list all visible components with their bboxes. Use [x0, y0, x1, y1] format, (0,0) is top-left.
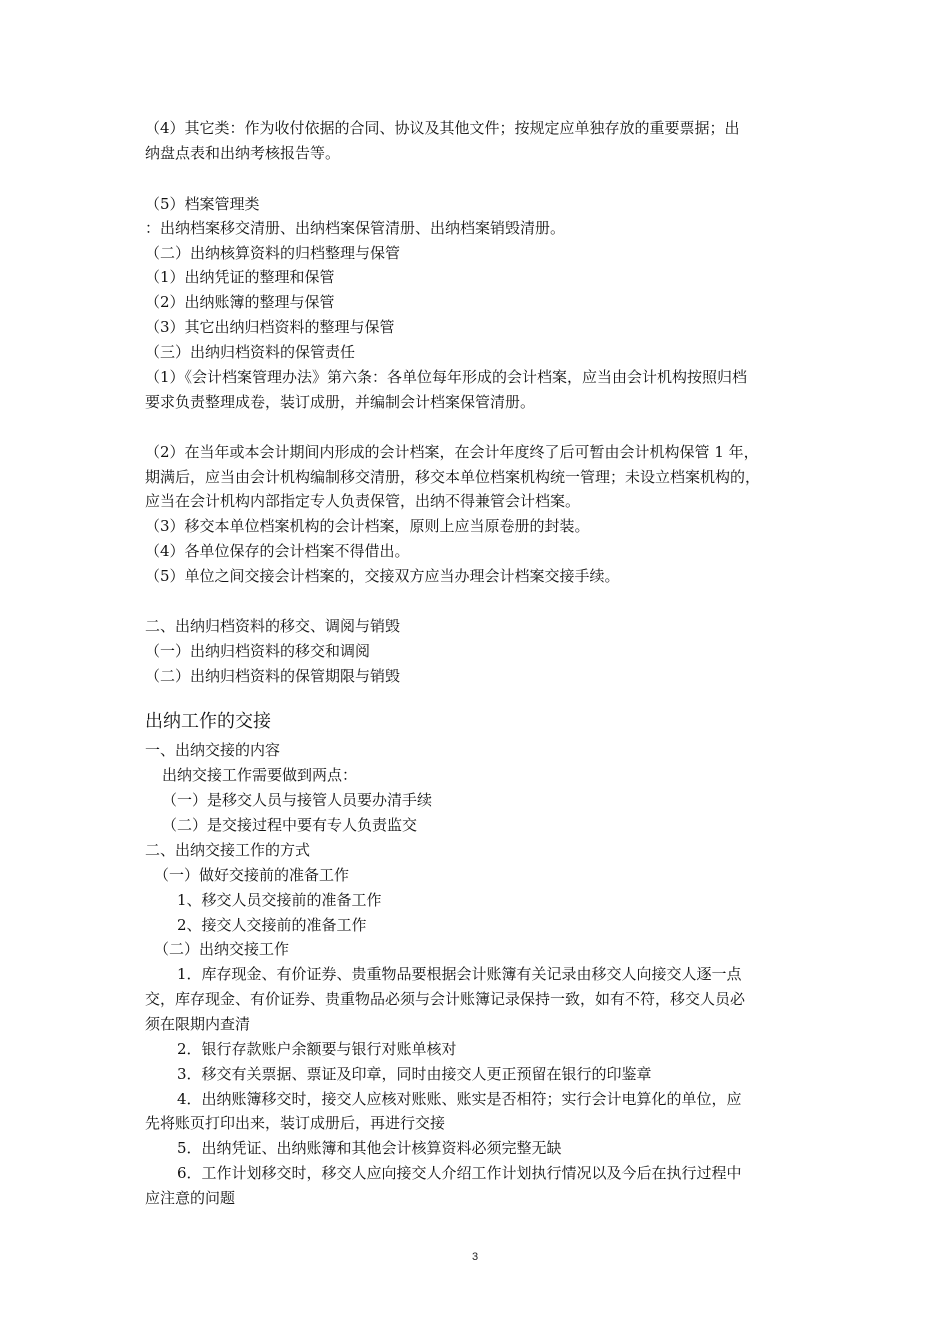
text-line: 先将账页打印出来，装订成册后，再进行交接 — [145, 1114, 446, 1132]
text-line: 应注意的问题 — [145, 1189, 236, 1207]
text-line: 2．银行存款账户余额要与银行对账单核对 — [177, 1040, 457, 1058]
text-line: 二、出纳归档资料的移交、调阅与销毁 — [145, 617, 401, 635]
text-line: （1）《会计档案管理办法》第六条：各单位每年形成的会计档案，应当由会计机构按照归档 — [145, 368, 748, 386]
text-line: 1．库存现金、有价证券、贵重物品要根据会计账簿有关记录由移交人向接交人逐一点 — [177, 965, 742, 983]
text-line: （4）各单位保存的会计档案不得借出。 — [145, 542, 410, 560]
text-line: 交，库存现金、有价证券、贵重物品必须与会计账簿记录保持一致，如有不符，移交人员必 — [145, 990, 746, 1008]
text-line: 2、接交人交接前的准备工作 — [177, 916, 367, 934]
text-line: （一）是移交人员与接管人员要办清手续 — [162, 791, 433, 809]
text-line: （一）做好交接前的准备工作 — [154, 866, 350, 884]
text-line: （4）其它类：作为收付依据的合同、协议及其他文件；按规定应单独存放的重要票据；出 — [145, 119, 740, 137]
text-line: 一、出纳交接的内容 — [145, 741, 281, 759]
text-line: （二）出纳核算资料的归档整理与保管 — [145, 244, 401, 262]
page-number: 3 — [471, 1251, 479, 1263]
text-line: （一）出纳归档资料的移交和调阅 — [145, 642, 371, 660]
text-line: ：出纳档案移交清册、出纳档案保管清册、出纳档案销毁清册。 — [145, 219, 566, 237]
text-line: （2）在当年或本会计期间内形成的会计档案，在会计年度终了后可暂由会计机构保管 1 年， — [145, 443, 759, 461]
text-line: 6．工作计划移交时，移交人应向接交人介绍工作计划执行情况以及今后在执行过程中 — [177, 1164, 742, 1182]
section-heading: 出纳工作的交接 — [145, 711, 271, 732]
text-line: （1）出纳凭证的整理和保管 — [145, 268, 335, 286]
text-line: （二）出纳交接工作 — [154, 940, 290, 958]
text-line: 须在限期内查清 — [145, 1015, 251, 1033]
text-line: 纳盘点表和出纳考核报告等。 — [145, 144, 341, 162]
text-line: （3）其它出纳归档资料的整理与保管 — [145, 318, 395, 336]
text-line: （5）档案管理类 — [145, 195, 260, 213]
text-line: 5．出纳凭证、出纳账簿和其他会计核算资料必须完整无缺 — [177, 1139, 562, 1157]
text-line: 期满后，应当由会计机构编制移交清册，移交本单位档案机构统一管理；未设立档案机构的， — [145, 468, 761, 486]
text-line: 应当在会计机构内部指定专人负责保管，出纳不得兼管会计档案。 — [145, 492, 581, 510]
text-line: 要求负责整理成卷，装订成册，并编制会计档案保管清册。 — [145, 393, 536, 411]
text-line: 1、移交人员交接前的准备工作 — [177, 891, 382, 909]
text-line: （三）出纳归档资料的保管责任 — [145, 343, 356, 361]
text-line: 二、出纳交接工作的方式 — [145, 841, 311, 859]
text-line: 出纳交接工作需要做到两点： — [162, 766, 358, 784]
text-line: 3．移交有关票据、票证及印章，同时由接交人更正预留在银行的印鉴章 — [177, 1065, 652, 1083]
text-line: （3）移交本单位档案机构的会计档案，原则上应当原卷册的封装。 — [145, 517, 590, 535]
text-line: （5）单位之间交接会计档案的，交接双方应当办理会计档案交接手续。 — [145, 567, 620, 585]
text-line: （二）出纳归档资料的保管期限与销毁 — [145, 667, 401, 685]
text-line: 4．出纳账簿移交时，接交人应核对账账、账实是否相符；实行会计电算化的单位，应 — [177, 1090, 742, 1108]
text-line: （2）出纳账簿的整理与保管 — [145, 293, 335, 311]
text-line: （二）是交接过程中要有专人负责监交 — [162, 816, 418, 834]
